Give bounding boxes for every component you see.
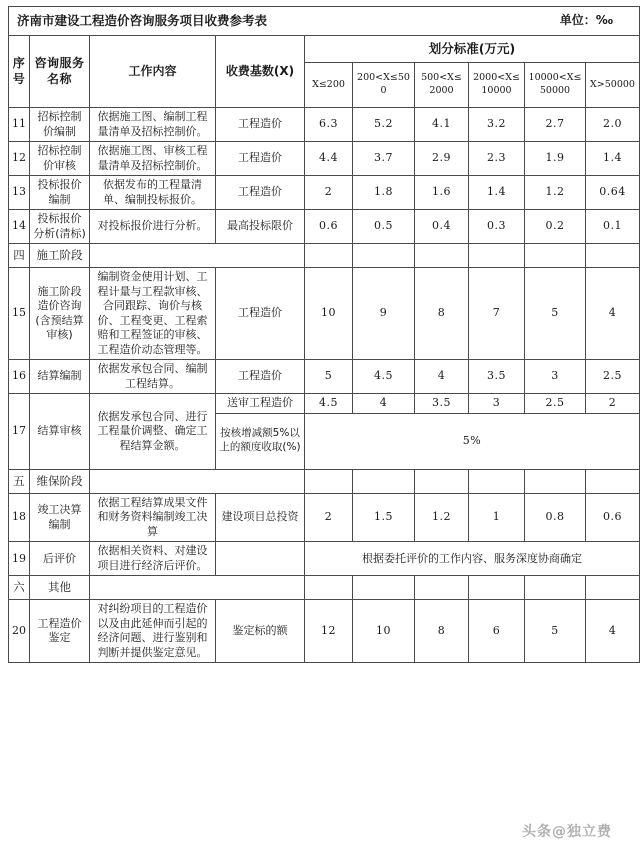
row-rate-value: 4 [353,394,415,414]
row-fee-base: 工程造价 [216,108,305,142]
section-blank-cell [90,244,305,268]
section-blank-rate-cell [415,469,469,493]
table-row [9,493,640,542]
row-work-content: 依据工程结算成果文件和财务资料编制竣工决算 [90,493,216,542]
table-row [9,210,640,244]
row-rate-value: 0.3 [469,210,525,244]
header-range-2: 200<X≤500 [353,63,415,108]
row-rate-value: 4.5 [305,394,353,414]
header-row-top [9,36,640,63]
row-fee-base: 工程造价 [216,142,305,176]
row-work-content: 依据发承包合同、进行工程量价调整、确定工程结算金额。 [90,394,216,470]
page-title: 济南市建设工程造价咨询服务项目收费参考表 [17,12,268,28]
row-work-content: 对投标报价进行分析。 [90,210,216,244]
row-rate-value: 3 [469,394,525,414]
section-row [9,244,640,268]
row-rate-value: 1.8 [353,176,415,210]
section-index: 四 [9,244,30,268]
row-rate-value: 9 [353,268,415,360]
header-range-4: 2000<X≤ 10000 [469,63,525,108]
row-service-name: 投标报价编制 [30,176,90,210]
header-fee-base: 收费基数(X) [216,36,305,108]
row-fee-base: 最高投标限价 [216,210,305,244]
row-rate-value: 1.2 [525,176,586,210]
row-rate-value: 0.64 [586,176,640,210]
row-rate-value: 4 [586,268,640,360]
row-rate-value: 1.5 [353,493,415,542]
row-rate-value: 4 [415,360,469,394]
row-work-content: 编制资金使用计划、工程计量与工程款审核、合同跟踪、询价与核价、工程变更、工程索赔和工程签证的审核、工程造价动态管理等。 [90,268,216,360]
row-rate-value: 0.8 [525,493,586,542]
section-blank-cell [90,576,305,600]
row-service-name: 后评价 [30,542,90,576]
section-blank-rate-cell [305,244,353,268]
section-name: 其他 [30,576,90,600]
section-blank-rate-cell [525,469,586,493]
row-merged-note: 根据委托评价的工作内容、服务深度协商确定 [305,542,640,576]
section-blank-rate-cell [353,469,415,493]
row-rate-value: 4.1 [415,108,469,142]
row-rate-value: 2 [586,394,640,414]
row-rate-value: 0.5 [353,210,415,244]
row-rate-value: 0.2 [525,210,586,244]
row-rate-value: 5.2 [353,108,415,142]
row-rate-value: 2 [305,176,353,210]
row-rate-value: 1 [469,493,525,542]
section-blank-rate-cell [586,576,640,600]
row-rate-value: 2.7 [525,108,586,142]
row-seq: 16 [9,360,30,394]
row-rate-value: 7 [469,268,525,360]
row-rate-value: 1.6 [415,176,469,210]
row-work-content: 依据施工图、编制工程量清单及招标控制价。 [90,108,216,142]
row-service-name: 工程造价鉴定 [30,600,90,663]
row-fee-base: 鉴定标的额 [216,600,305,663]
table-body [9,7,640,663]
row-rate-value: 5 [525,600,586,663]
row-seq: 19 [9,542,30,576]
row-rate-value: 10 [305,268,353,360]
section-blank-rate-cell [415,244,469,268]
section-blank-rate-cell [305,576,353,600]
section-blank-cell [90,469,305,493]
row-rate-value: 4.5 [353,360,415,394]
header-service-name: 咨询服务名称 [30,36,90,108]
row-service-name: 投标报价分析(清标) [30,210,90,244]
row-fee-base: 工程造价 [216,176,305,210]
row-service-name: 招标控制价审核 [30,142,90,176]
row-seq: 17 [9,394,30,470]
section-blank-rate-cell [415,576,469,600]
row-rate-value: 3.2 [469,108,525,142]
row-seq: 12 [9,142,30,176]
row-service-name: 竣工决算编制 [30,493,90,542]
table-row [9,542,640,576]
row-seq: 13 [9,176,30,210]
row-rate-value: 2.5 [525,394,586,414]
row-rate-value: 4.4 [305,142,353,176]
row-rate-value: 8 [415,600,469,663]
row-rate-value: 2.0 [586,108,640,142]
section-blank-rate-cell [469,469,525,493]
row-rate-value: 0.6 [305,210,353,244]
row-seq: 11 [9,108,30,142]
row-seq: 15 [9,268,30,360]
section-blank-rate-cell [305,469,353,493]
section-index: 六 [9,576,30,600]
row-rate-value: 8 [415,268,469,360]
row-work-content: 依据发布的工程量清单、编制投标报价。 [90,176,216,210]
row-rate-value: 1.9 [525,142,586,176]
section-blank-rate-cell [586,469,640,493]
row-work-content: 依据发承包合同、编制工程结算。 [90,360,216,394]
row-rate-value: 6.3 [305,108,353,142]
header-range-3: 500<X≤ 2000 [415,63,469,108]
row-seq: 20 [9,600,30,663]
row-service-name: 结算编制 [30,360,90,394]
row-rate-value: 3.5 [469,360,525,394]
row-fee-base: 工程造价 [216,360,305,394]
row-service-name: 结算审核 [30,394,90,470]
row-fee-base [216,542,305,576]
row-rate-value: 6 [469,600,525,663]
section-row [9,576,640,600]
section-blank-rate-cell [469,244,525,268]
section-name: 施工阶段 [30,244,90,268]
header-range-5: 10000<X≤ 50000 [525,63,586,108]
row-rate-value: 12 [305,600,353,663]
table-row [9,142,640,176]
row-rate-value: 5 [305,360,353,394]
row-seq: 14 [9,210,30,244]
row-rate-value: 1.2 [415,493,469,542]
header-work-content: 工作内容 [90,36,216,108]
header-range-6: X>50000 [586,63,640,108]
row-work-content: 对纠纷项目的工程造价以及由此延伸而引起的经济问题、进行鉴别和判断并提供鉴定意见。 [90,600,216,663]
section-blank-rate-cell [525,244,586,268]
row-rate-value: 2.3 [469,142,525,176]
section-blank-rate-cell [469,576,525,600]
row-rate-value: 0.6 [586,493,640,542]
row-work-content: 依据施工图、审核工程量清单及招标控制价。 [90,142,216,176]
header-seq: 序号 [9,36,30,108]
row-rate-value: 4 [586,600,640,663]
row-rate-value: 2 [305,493,353,542]
table-row [9,268,640,360]
section-blank-rate-cell [525,576,586,600]
row-rate-value: 10 [353,600,415,663]
row-rate-value: 0.1 [586,210,640,244]
section-blank-rate-cell [586,244,640,268]
table-row [9,360,640,394]
watermark: 头条@独立费 [522,824,612,840]
row-rate-value: 2.9 [415,142,469,176]
section-row [9,469,640,493]
header-rate-group: 划分标准(万元) [305,36,640,63]
fee-schedule-table [8,6,640,663]
table-row [9,108,640,142]
title-cell [9,7,640,36]
row-rate-value: 3.5 [415,394,469,414]
row-fee-base: 工程造价 [216,268,305,360]
row-rate-value: 5 [525,268,586,360]
table-row [9,394,640,414]
table-row [9,600,640,663]
table-row [9,176,640,210]
unit-label: 单位：‰ [559,13,614,28]
section-blank-rate-cell [353,576,415,600]
row-rate-value: 3.7 [353,142,415,176]
title-row [9,7,640,36]
row-rate-value: 1.4 [469,176,525,210]
section-index: 五 [9,469,30,493]
row-rate-value: 1.4 [586,142,640,176]
section-blank-rate-cell [353,244,415,268]
row-rate-value: 0.4 [415,210,469,244]
row-rate-value: 3 [525,360,586,394]
row-fee-base-secondary: 按核增减额5%以上的额度收取(%) [216,413,305,469]
row-fee-base-primary: 送审工程造价 [216,394,305,414]
row-service-name: 施工阶段造价咨询(含预结算审核) [30,268,90,360]
section-name: 维保阶段 [30,469,90,493]
row-work-content: 依据相关资料、对建设项目进行经济后评价。 [90,542,216,576]
header-range-1: X≤200 [305,63,353,108]
row-fee-base: 建设项目总投资 [216,493,305,542]
row-rate-value: 2.5 [586,360,640,394]
row-seq: 18 [9,493,30,542]
row-service-name: 招标控制价编制 [30,108,90,142]
row-merged-rate-value: 5% [305,413,640,469]
